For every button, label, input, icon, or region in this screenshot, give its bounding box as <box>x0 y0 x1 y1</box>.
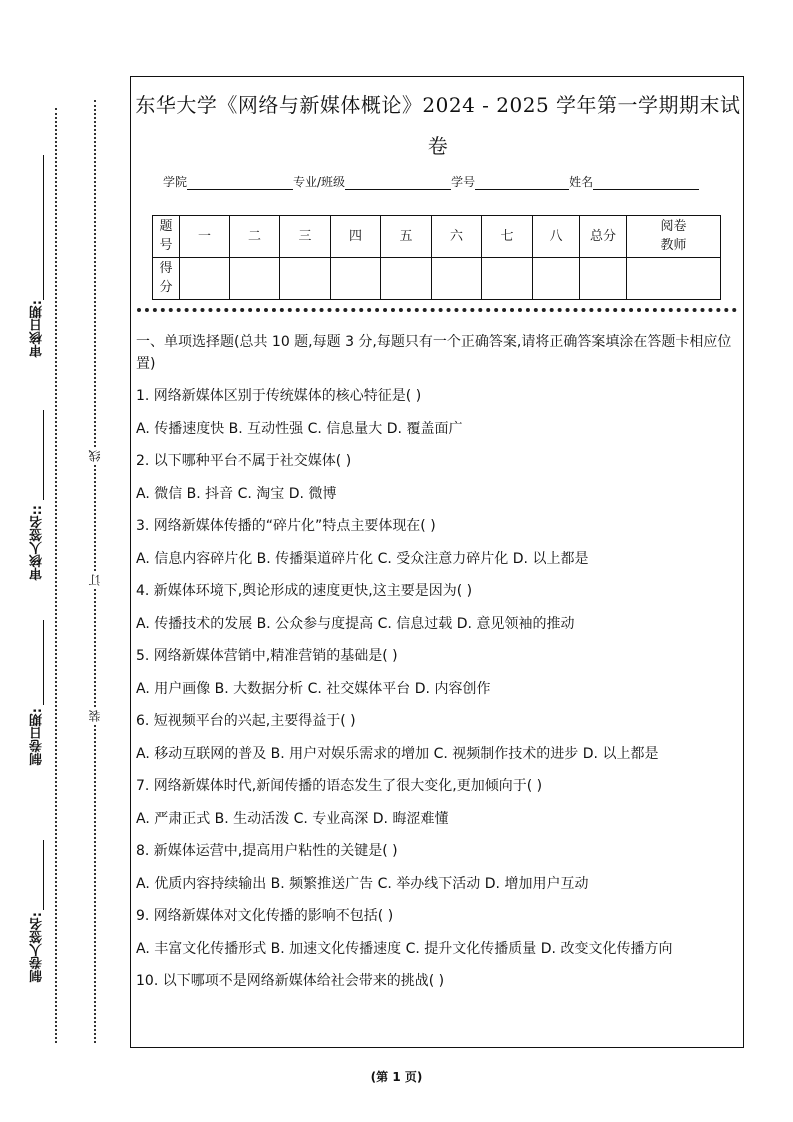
maker-sign-label: 制卷人签名: <box>30 912 45 983</box>
score-table <box>152 215 721 300</box>
question-6: 6. 短视频平台的兴起,主要得益于( ) <box>136 713 356 729</box>
score-cell-total <box>580 258 627 300</box>
reviewer-header-cell <box>627 216 721 258</box>
question-5: 5. 网络新媒体营销中,精准营销的基础是( ) <box>136 648 398 664</box>
question-3-options: A. 信息内容碎片化 B. 传播渠道碎片化 C. 受众注意力碎片化 D. 以上都是 <box>136 551 589 567</box>
reviewer-sign-line <box>43 410 44 500</box>
question-7: 7. 网络新媒体时代,新闻传播的语态发生了很大变化,更加倾向于( ) <box>136 778 543 794</box>
make-date-line <box>43 620 44 705</box>
question-body <box>136 331 741 992</box>
major-label: 专业/班级 <box>293 175 346 189</box>
outer-dotted-line <box>55 108 57 1043</box>
page-number: (第 1 页) <box>370 1070 423 1084</box>
question-8: 8. 新媒体运营中,提高用户粘性的关键是( ) <box>136 843 398 859</box>
exam-frame <box>130 76 744 1048</box>
review-date-line <box>43 155 44 300</box>
question-9: 9. 网络新媒体对文化传播的影响不包括( ) <box>136 908 394 924</box>
id-label: 学号 <box>451 175 476 189</box>
binding-mark-staple: 订 <box>88 574 102 586</box>
separator-dotted-line <box>137 308 737 312</box>
question-10: 10. 以下哪项不是网络新媒体给社会带来的挑战( ) <box>136 973 445 989</box>
score-cell-5 <box>381 258 432 300</box>
column-2: 二 <box>230 216 280 258</box>
header-label-cell <box>153 216 180 258</box>
question-4-options: A. 传播技术的发展 B. 公众参与度提高 C. 信息过载 D. 意见领袖的推动 <box>136 616 575 632</box>
maker-sign-line <box>43 840 44 910</box>
column-1: 一 <box>180 216 230 258</box>
major-field[interactable] <box>345 177 451 190</box>
score-label-cell <box>153 258 180 300</box>
question-4: 4. 新媒体环境下,舆论形成的速度更快,这主要是因为( ) <box>136 583 473 599</box>
score-cell-6 <box>432 258 482 300</box>
name-label: 姓名 <box>569 175 594 189</box>
question-2-options: A. 微信 B. 抖音 C. 淘宝 D. 微博 <box>136 486 337 502</box>
column-7: 七 <box>482 216 533 258</box>
score-cell-8 <box>533 258 580 300</box>
score-cell-7 <box>482 258 533 300</box>
score-cell-4 <box>331 258 381 300</box>
binding-mark-line: 线 <box>88 450 102 462</box>
reviewer-sign-label: 审核人签名:: <box>30 505 45 581</box>
student-info-row <box>163 173 699 190</box>
review-date-label: 审核日期: <box>30 300 45 358</box>
column-3: 三 <box>280 216 331 258</box>
title-line-2: 卷 <box>427 134 449 158</box>
score-label: 得分 <box>159 261 173 295</box>
column-4: 四 <box>331 216 381 258</box>
binding-mark-bind: 装 <box>88 710 102 722</box>
column-6: 六 <box>432 216 482 258</box>
id-field[interactable] <box>475 177 569 190</box>
score-table-score-row <box>153 258 721 300</box>
question-1-options: A. 传播速度快 B. 互动性强 C. 信息量大 D. 覆盖面广 <box>136 421 463 437</box>
score-cell-3 <box>280 258 331 300</box>
question-1: 1. 网络新媒体区别于传统媒体的核心特征是( ) <box>136 388 422 404</box>
score-cell-reviewer <box>627 258 721 300</box>
column-total: 总分 <box>580 216 627 258</box>
question-2: 2. 以下哪种平台不属于社交媒体( ) <box>136 453 352 469</box>
question-5-options: A. 用户画像 B. 大数据分析 C. 社交媒体平台 D. 内容创作 <box>136 681 491 697</box>
question-8-options: A. 优质内容持续输出 B. 频繁推送广告 C. 举办线下活动 D. 增加用户互动 <box>136 876 589 892</box>
column-8: 八 <box>533 216 580 258</box>
title-line-1: 东华大学《网络与新媒体概论》2024 - 2025 学年第一学期期末试 <box>135 93 741 117</box>
question-9-options: A. 丰富文化传播形式 B. 加速文化传播速度 C. 提升文化传播质量 D. 改变文化传播方向 <box>136 941 673 957</box>
score-table-header-row <box>153 216 721 258</box>
header-label: 题号 <box>159 219 173 253</box>
exam-title <box>131 87 744 164</box>
question-6-options: A. 移动互联网的普及 B. 用户对娱乐需求的增加 C. 视频制作技术的进步 D. 以上都是 <box>136 746 659 762</box>
reviewer-header: 阅卷教师 <box>660 219 687 253</box>
name-field[interactable] <box>593 177 699 190</box>
score-cell-1 <box>180 258 230 300</box>
question-3: 3. 网络新媒体传播的“碎片化”特点主要体现在( ) <box>136 518 436 534</box>
section-heading: 一、单项选择题(总共 10 题,每题 3 分,每题只有一个正确答案,请将正确答案填涂在答题卡相应位置) <box>136 334 732 372</box>
college-field[interactable] <box>187 177 293 190</box>
column-5: 五 <box>381 216 432 258</box>
score-cell-2 <box>230 258 280 300</box>
make-date-label: 制卷日期: <box>30 708 45 766</box>
college-label: 学院 <box>163 175 188 189</box>
question-7-options: A. 严肃正式 B. 生动活泼 C. 专业高深 D. 晦涩难懂 <box>136 811 449 827</box>
